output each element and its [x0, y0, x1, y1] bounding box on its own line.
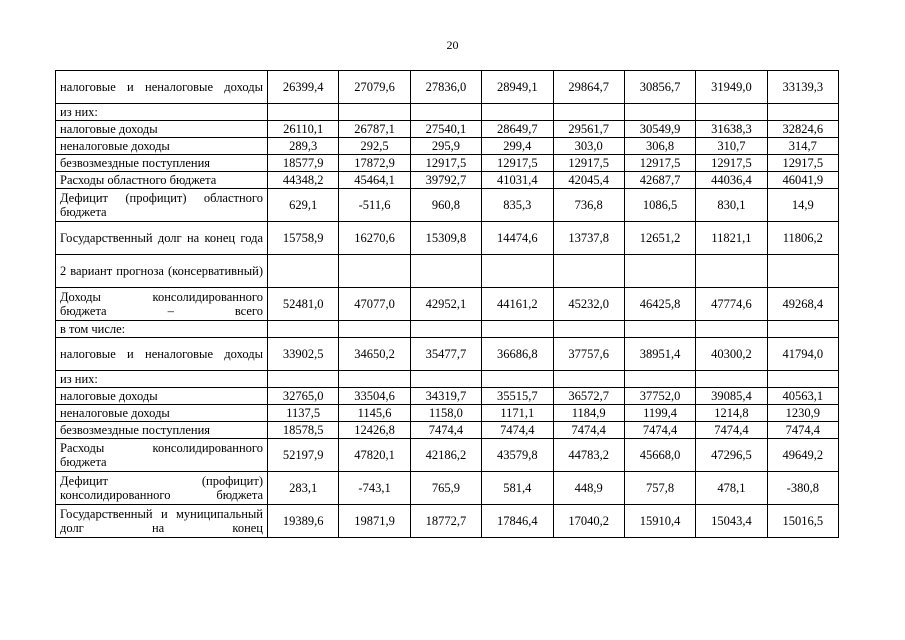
row-label: налоговые и неналоговые доходы: [56, 338, 268, 371]
table-cell: 39085,4: [696, 388, 767, 405]
table-cell: 18772,7: [410, 505, 481, 538]
table-cell: 13737,8: [553, 222, 624, 255]
table-cell: [482, 104, 553, 121]
table-cell: 15910,4: [624, 505, 695, 538]
table-cell: 30856,7: [624, 71, 695, 104]
table-cell: 19389,6: [268, 505, 339, 538]
table-cell: 12917,5: [624, 155, 695, 172]
row-label: безвозмездные поступления: [56, 155, 268, 172]
table-cell: -380,8: [767, 472, 838, 505]
table-row: [56, 255, 839, 288]
table-cell: [339, 371, 410, 388]
table-cell: 44348,2: [268, 172, 339, 189]
table-cell: 7474,4: [482, 422, 553, 439]
table-cell: 17040,2: [553, 505, 624, 538]
table-row: [56, 505, 839, 538]
table-row: [56, 338, 839, 371]
table-cell: [767, 321, 838, 338]
table-cell: 7474,4: [624, 422, 695, 439]
row-label: безвозмездные поступления: [56, 422, 268, 439]
table-cell: 29561,7: [553, 121, 624, 138]
table-cell: 42687,7: [624, 172, 695, 189]
table-cell: [767, 104, 838, 121]
table-cell: 27540,1: [410, 121, 481, 138]
table-cell: 303,0: [553, 138, 624, 155]
budget-forecast-table: [55, 70, 839, 538]
table-cell: 1171,1: [482, 405, 553, 422]
table-cell: 314,7: [767, 138, 838, 155]
table-cell: [624, 321, 695, 338]
row-label: из них:: [56, 104, 268, 121]
table-cell: 42952,1: [410, 288, 481, 321]
table-cell: 39792,7: [410, 172, 481, 189]
table-cell: 12651,2: [624, 222, 695, 255]
table-cell: 45668,0: [624, 439, 695, 472]
table-cell: 36686,8: [482, 338, 553, 371]
table-cell: 15016,5: [767, 505, 838, 538]
table-cell: 45464,1: [339, 172, 410, 189]
table-cell: 37752,0: [624, 388, 695, 405]
table-cell: 12917,5: [696, 155, 767, 172]
row-label: Дефицит (профицит) консолидированного бюджета: [56, 472, 268, 505]
table-cell: 1158,0: [410, 405, 481, 422]
table-cell: 1137,5: [268, 405, 339, 422]
table-cell: 44036,4: [696, 172, 767, 189]
table-cell: [339, 104, 410, 121]
table-cell: [268, 104, 339, 121]
table-cell: 41794,0: [767, 338, 838, 371]
table-cell: 43579,8: [482, 439, 553, 472]
table-cell: 12917,5: [767, 155, 838, 172]
table-cell: [482, 255, 553, 288]
row-label: Доходы консолидированного бюджета – всего: [56, 288, 268, 321]
row-label: 2 вариант прогноза (консервативный): [56, 255, 268, 288]
table-cell: 1230,9: [767, 405, 838, 422]
table-row: [56, 104, 839, 121]
table-cell: 40300,2: [696, 338, 767, 371]
table-cell: 12917,5: [553, 155, 624, 172]
row-label: неналоговые доходы: [56, 138, 268, 155]
table-cell: [339, 255, 410, 288]
table-cell: 37757,6: [553, 338, 624, 371]
table-cell: 35477,7: [410, 338, 481, 371]
table-cell: 7474,4: [767, 422, 838, 439]
table-cell: [767, 255, 838, 288]
table-cell: 12426,8: [339, 422, 410, 439]
row-label: Расходы консолидированного бюджета: [56, 439, 268, 472]
page-number: 20: [446, 38, 459, 52]
table-cell: 1214,8: [696, 405, 767, 422]
table-cell: [696, 104, 767, 121]
table-cell: 47820,1: [339, 439, 410, 472]
table-cell: [696, 255, 767, 288]
table-cell: 27836,0: [410, 71, 481, 104]
table-cell: 34319,7: [410, 388, 481, 405]
table-cell: 765,9: [410, 472, 481, 505]
row-label: неналоговые доходы: [56, 405, 268, 422]
table-cell: [696, 321, 767, 338]
table-row: [56, 439, 839, 472]
table-cell: [553, 104, 624, 121]
table-cell: 28949,1: [482, 71, 553, 104]
table-cell: 27079,6: [339, 71, 410, 104]
row-label: в том числе:: [56, 321, 268, 338]
table-cell: -511,6: [339, 189, 410, 222]
table-cell: -743,1: [339, 472, 410, 505]
table-cell: 448,9: [553, 472, 624, 505]
table-cell: 835,3: [482, 189, 553, 222]
table-cell: 52481,0: [268, 288, 339, 321]
table-row: [56, 288, 839, 321]
table-row: [56, 222, 839, 255]
table-cell: [339, 321, 410, 338]
table-cell: 29864,7: [553, 71, 624, 104]
row-label: Государственный долг на конец года: [56, 222, 268, 255]
table-cell: 26110,1: [268, 121, 339, 138]
row-label: Дефицит (профицит) областного бюджета: [56, 189, 268, 222]
table-cell: 42045,4: [553, 172, 624, 189]
table-cell: [268, 255, 339, 288]
table-cell: 15758,9: [268, 222, 339, 255]
table-cell: 629,1: [268, 189, 339, 222]
table-cell: 15309,8: [410, 222, 481, 255]
table-cell: 11821,1: [696, 222, 767, 255]
table-row: [56, 405, 839, 422]
table-cell: 16270,6: [339, 222, 410, 255]
table-cell: [624, 255, 695, 288]
table-cell: 18578,5: [268, 422, 339, 439]
table-cell: 1184,9: [553, 405, 624, 422]
table-cell: 47296,5: [696, 439, 767, 472]
row-label: Расходы областного бюджета: [56, 172, 268, 189]
table-cell: 736,8: [553, 189, 624, 222]
table-cell: 28649,7: [482, 121, 553, 138]
table-cell: 19871,9: [339, 505, 410, 538]
row-label: налоговые доходы: [56, 388, 268, 405]
table-cell: 35515,7: [482, 388, 553, 405]
table-cell: 12917,5: [482, 155, 553, 172]
table-cell: 960,8: [410, 189, 481, 222]
table-cell: 478,1: [696, 472, 767, 505]
table-cell: 30549,9: [624, 121, 695, 138]
table-cell: 26399,4: [268, 71, 339, 104]
table-cell: 41031,4: [482, 172, 553, 189]
table-cell: 830,1: [696, 189, 767, 222]
table-cell: 15043,4: [696, 505, 767, 538]
table-cell: [410, 371, 481, 388]
table-cell: 14,9: [767, 189, 838, 222]
table-cell: 1199,4: [624, 405, 695, 422]
table-cell: 306,8: [624, 138, 695, 155]
table-cell: 33139,3: [767, 71, 838, 104]
table-cell: [268, 321, 339, 338]
table-cell: [268, 371, 339, 388]
table-row: [56, 388, 839, 405]
table-cell: 47774,6: [696, 288, 767, 321]
table-cell: 283,1: [268, 472, 339, 505]
table-cell: 36572,7: [553, 388, 624, 405]
table-cell: 31638,3: [696, 121, 767, 138]
table-cell: 310,7: [696, 138, 767, 155]
table-row: [56, 321, 839, 338]
table-cell: 32765,0: [268, 388, 339, 405]
table-cell: 49268,4: [767, 288, 838, 321]
table-cell: 1145,6: [339, 405, 410, 422]
table-cell: 45232,0: [553, 288, 624, 321]
table-cell: 32824,6: [767, 121, 838, 138]
table-cell: 38951,4: [624, 338, 695, 371]
table-cell: 299,4: [482, 138, 553, 155]
table-row: [56, 472, 839, 505]
table-cell: 52197,9: [268, 439, 339, 472]
table-cell: 47077,0: [339, 288, 410, 321]
table-cell: 12917,5: [410, 155, 481, 172]
table-row: [56, 172, 839, 189]
table-cell: [624, 104, 695, 121]
table-cell: 40563,1: [767, 388, 838, 405]
table-cell: 581,4: [482, 472, 553, 505]
table-cell: 33902,5: [268, 338, 339, 371]
row-label: Государственный и муниципальный долг на конец: [56, 505, 268, 538]
table-cell: 26787,1: [339, 121, 410, 138]
table-cell: [410, 255, 481, 288]
table-cell: 18577,9: [268, 155, 339, 172]
table-cell: [553, 371, 624, 388]
table-row: [56, 371, 839, 388]
table-row: [56, 138, 839, 155]
table-row: [56, 121, 839, 138]
table-cell: 295,9: [410, 138, 481, 155]
table-row: [56, 422, 839, 439]
table-cell: [482, 321, 553, 338]
table-cell: [624, 371, 695, 388]
table-cell: 33504,6: [339, 388, 410, 405]
table-body: [56, 71, 839, 538]
table-cell: [482, 371, 553, 388]
table-cell: [553, 255, 624, 288]
table-cell: 289,3: [268, 138, 339, 155]
table-cell: 7474,4: [696, 422, 767, 439]
table-cell: 17872,9: [339, 155, 410, 172]
table-cell: 14474,6: [482, 222, 553, 255]
table-cell: 44783,2: [553, 439, 624, 472]
table-cell: 46425,8: [624, 288, 695, 321]
row-label: налоговые и неналоговые доходы: [56, 71, 268, 104]
table-cell: 49649,2: [767, 439, 838, 472]
table-cell: 1086,5: [624, 189, 695, 222]
table-row: [56, 71, 839, 104]
table-cell: 11806,2: [767, 222, 838, 255]
table-cell: 34650,2: [339, 338, 410, 371]
row-label: из них:: [56, 371, 268, 388]
table-cell: 7474,4: [553, 422, 624, 439]
table-cell: 31949,0: [696, 71, 767, 104]
table-cell: 44161,2: [482, 288, 553, 321]
row-label: налоговые доходы: [56, 121, 268, 138]
table-cell: [410, 104, 481, 121]
table-cell: [553, 321, 624, 338]
table-cell: [696, 371, 767, 388]
table-cell: 7474,4: [410, 422, 481, 439]
table-cell: 757,8: [624, 472, 695, 505]
table-row: [56, 189, 839, 222]
table-cell: [767, 371, 838, 388]
table-row: [56, 155, 839, 172]
table-cell: [410, 321, 481, 338]
table-cell: 42186,2: [410, 439, 481, 472]
table-cell: 46041,9: [767, 172, 838, 189]
table-cell: 292,5: [339, 138, 410, 155]
table-cell: 17846,4: [482, 505, 553, 538]
